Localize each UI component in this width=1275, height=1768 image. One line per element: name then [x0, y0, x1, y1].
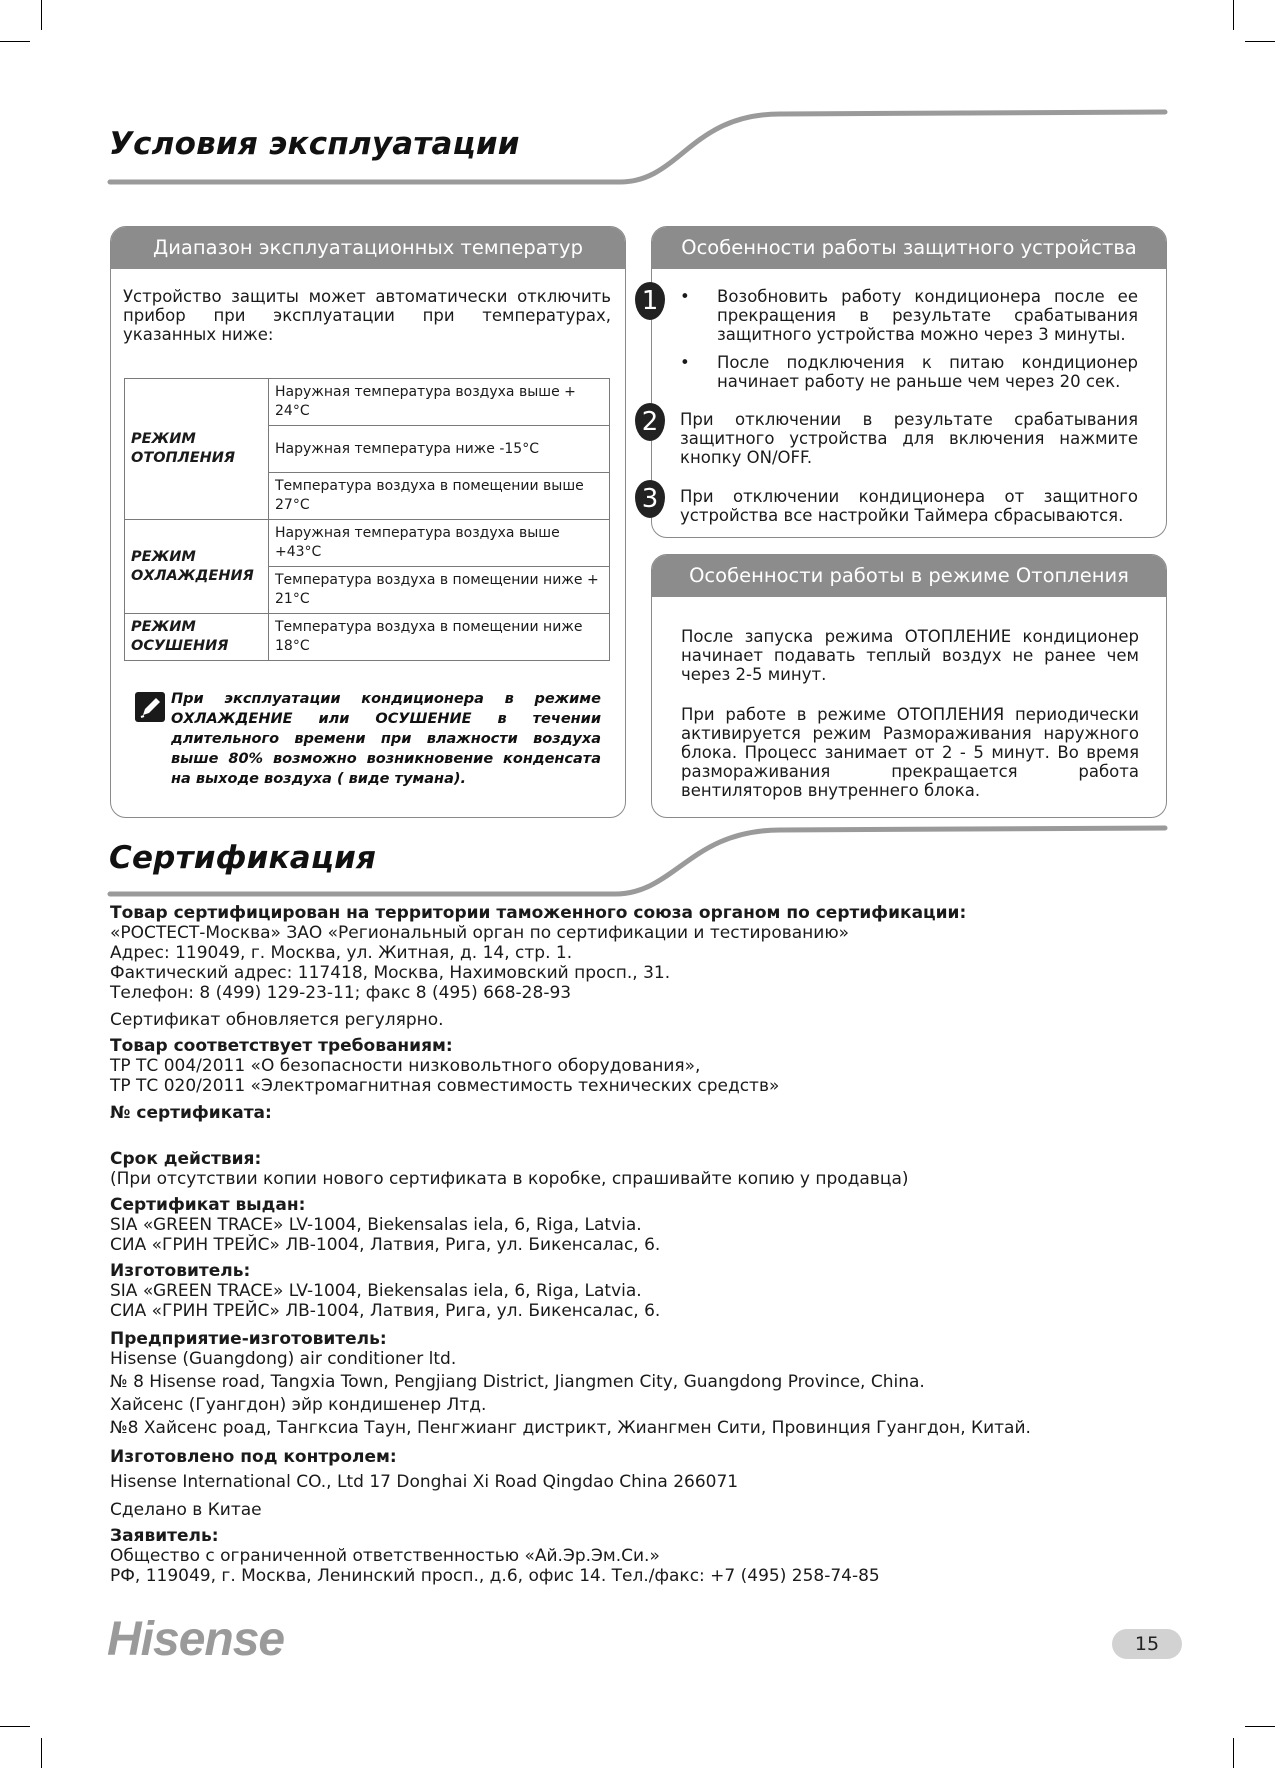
crop-mark	[41, 1738, 42, 1768]
panel-title: Особенности работы защитного устройства	[652, 227, 1166, 269]
cert-line: Телефон: 8 (499) 129-23-11; факс 8 (495) 668-28-93	[110, 983, 572, 1003]
cert-line: Hisense International CO., Ltd 17 Donghai Xi Road Qingdao China 266071	[110, 1472, 739, 1492]
panel-title: Особенности работы в режиме Отопления	[652, 555, 1166, 597]
table-row	[125, 614, 610, 661]
cert-line: SIA «GREEN TRACE» LV-1004, Biekensalas iela, 6, Riga, Latvia.	[110, 1281, 642, 1301]
cert-line: ТР ТС 020/2011 «Электромагнитная совместимость технических средств»	[110, 1076, 780, 1096]
page-number: 15	[1112, 1629, 1182, 1659]
cert-line: SIA «GREEN TRACE» LV-1004, Biekensalas iela, 6, Riga, Latvia.	[110, 1215, 642, 1235]
cert-heading	[110, 1036, 1190, 1056]
table-cell: Температура воздуха в помещении ниже 18°С	[269, 614, 610, 661]
cert-line: СИА «ГРИН ТРЕЙС» ЛВ-1004, Латвия, Рига, ул. Бикенсалас, 6.	[110, 1301, 661, 1321]
crop-mark	[0, 1726, 30, 1727]
panel-intro: Устройство защиты может автоматически отключить прибор при эксплуатации при температурах, указанных ниже:	[123, 287, 611, 344]
mode-drying: РЕЖИМ ОСУШЕНИЯ	[125, 614, 269, 661]
cert-line: № 8 Hisense road, Tangxia Town, Pengjiang District, Jiangmen City, Guangdong Province, China.	[110, 1372, 925, 1392]
step-number-badge: 1	[635, 282, 665, 320]
step-number-badge: 3	[635, 480, 665, 518]
crop-mark	[1245, 41, 1275, 42]
protection-bullet: Возобновить работу кондиционера после ее прекращения в результате срабатывания защитного устройства можно через 3 минуты.	[717, 287, 1138, 344]
section-title-operation: Условия эксплуатации	[109, 126, 520, 162]
table-cell: Наружная температура воздуха выше +43°С	[269, 520, 610, 567]
table-cell: Температура воздуха в помещении выше 27°С	[269, 473, 610, 520]
step-number-badge: 2	[635, 403, 665, 441]
bullet-icon: •	[680, 353, 690, 372]
hisense-logo: Hisense	[107, 1613, 285, 1666]
cert-heading	[110, 1195, 1190, 1215]
cert-line: Сертификат обновляется регулярно.	[110, 1010, 444, 1030]
pencil-note-icon	[135, 692, 165, 722]
table-cell: Наружная температура ниже -15°С	[269, 426, 610, 473]
crop-mark	[1233, 0, 1234, 30]
cert-heading	[110, 1526, 1190, 1546]
cert-heading	[110, 1103, 1190, 1123]
cert-heading-text: Товар сертифицирован на территории таможенного союза органом по сертификации:	[110, 903, 967, 923]
cert-line: СИА «ГРИН ТРЕЙС» ЛВ-1004, Латвия, Рига, ул. Бикенсалас, 6.	[110, 1235, 661, 1255]
cert-heading	[110, 1149, 1190, 1169]
crop-mark	[1245, 1726, 1275, 1727]
protection-bullet: После подключения к питаю кондиционер начинает работу не раньше чем через 20 сек.	[717, 353, 1138, 391]
cert-line: (При отсутствии копии нового сертификата в коробке, спрашивайте копию у продавца)	[110, 1169, 909, 1189]
mode-heating: РЕЖИМ ОТОПЛЕНИЯ	[125, 379, 269, 520]
cert-heading	[110, 1447, 1190, 1467]
cert-heading-text: Изготовитель:	[110, 1261, 251, 1281]
cert-heading-text: Срок действия:	[110, 1149, 262, 1169]
cert-line: РФ, 119049, г. Москва, Ленинский просп., д.6, офис 14. Тел./факс: +7 (495) 258-74-85	[110, 1566, 880, 1586]
table-row	[125, 379, 610, 426]
cert-heading-text: Товар соответствует требованиям:	[110, 1036, 453, 1056]
cert-heading-text: Заявитель:	[110, 1526, 219, 1546]
cert-heading-text: Изготовлено под контролем:	[110, 1447, 397, 1467]
crop-mark	[0, 41, 30, 42]
cert-line: Сделано в Китае	[110, 1500, 262, 1520]
crop-mark	[41, 0, 42, 30]
table-cell: Наружная температура воздуха выше + 24°С	[269, 379, 610, 426]
table-row	[125, 520, 610, 567]
cert-heading	[110, 1329, 1190, 1349]
cert-heading-text: Сертификат выдан:	[110, 1195, 306, 1215]
cert-heading	[110, 1261, 1190, 1281]
cert-heading-text: Предприятие-изготовитель:	[110, 1329, 387, 1349]
cert-heading	[110, 903, 1190, 923]
table-cell: Температура воздуха в помещении ниже + 21°С	[269, 567, 610, 614]
cert-line: №8 Хайсенс роад, Тангксиа Таун, Пенгжианг дистрикт, Жиангмен Сити, Провинция Гуангдон, Китай.	[110, 1418, 1031, 1438]
protection-step-text: При отключении в результате срабатывания защитного устройства для включения нажмите кнопку ON/OFF.	[680, 410, 1138, 467]
temperature-range-panel	[110, 226, 626, 818]
heating-mode-panel	[651, 554, 1167, 818]
cert-line: ТР ТС 004/2011 «О безопасности низковольтного оборудования»,	[110, 1056, 701, 1076]
cert-line: Фактический адрес: 117418, Москва, Нахимовский просп., 31.	[110, 963, 671, 983]
cert-heading-text: № сертификата:	[110, 1103, 272, 1123]
cert-line: Адрес: 119049, г. Москва, ул. Житная, д. 14, стр. 1.	[110, 943, 573, 963]
panel-title: Диапазон эксплуатационных температур	[111, 227, 625, 269]
crop-mark	[1233, 1738, 1234, 1768]
bullet-icon: •	[680, 287, 690, 306]
cert-line: Хайсенс (Гуангдон) эйр кондишенер Лтд.	[110, 1395, 487, 1415]
cert-line: Общество с ограниченной ответственностью «Ай.Эр.Эм.Си.»	[110, 1546, 660, 1566]
condensation-note: При эксплуатации кондиционера в режиме ОХЛАЖДЕНИЕ или ОСУШЕНИЕ в течении длительного времени при влажности воздуха выше 80% возможно возникновение конденсата на выходе воздуха ( виде тумана).	[171, 691, 601, 787]
cert-line: «РОСТЕСТ-Москва» ЗАО «Региональный орган по сертификации и тестированию»	[110, 923, 850, 943]
heating-paragraph: При работе в режиме ОТОПЛЕНИЯ периодически активируется режим Размораживания наружного блока. Процесс занимает от 2 - 5 минут. Во время размораживания прекращается работа вентиляторов внутреннего блока.	[681, 705, 1139, 800]
section-title-certification: Сертификация	[109, 840, 377, 876]
cert-line: Hisense (Guangdong) air conditioner ltd.	[110, 1349, 457, 1369]
mode-cooling: РЕЖИМ ОХЛАЖДЕНИЯ	[125, 520, 269, 614]
temperature-table	[124, 378, 610, 661]
heating-paragraph: После запуска режима ОТОПЛЕНИЕ кондиционер начинает подавать теплый воздух не ранее чем через 2-5 минут.	[681, 627, 1139, 684]
protection-step-text: При отключении кондиционера от защитного устройства все настройки Таймера сбрасываются.	[680, 487, 1138, 525]
